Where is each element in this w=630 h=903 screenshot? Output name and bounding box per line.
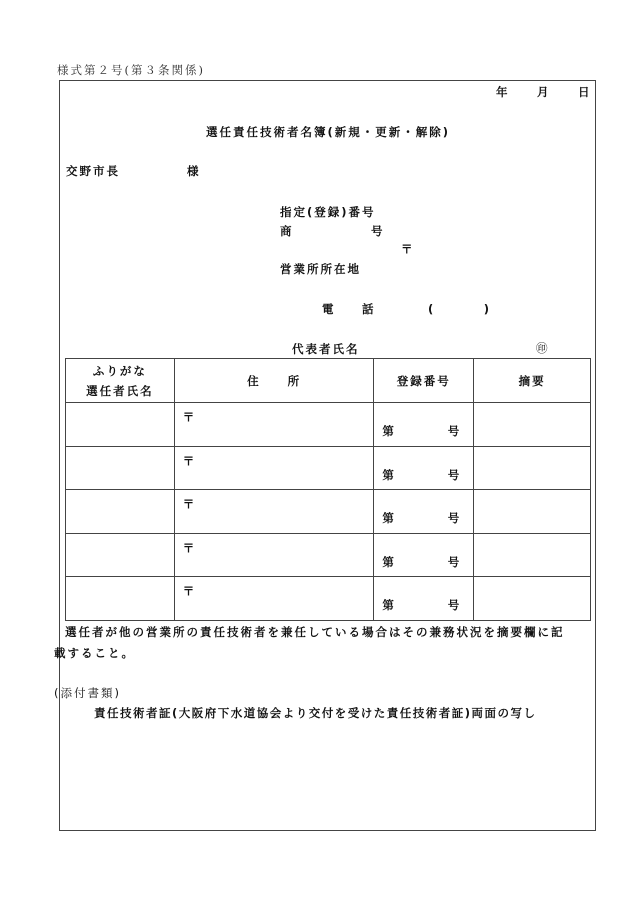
phone-label-2: 話 xyxy=(362,302,376,316)
date-day: 日 xyxy=(578,85,592,99)
remarks-cell[interactable] xyxy=(474,446,591,490)
reg-no-cell[interactable] xyxy=(374,577,474,621)
trade-name-label-1: 商 xyxy=(280,224,294,238)
postal-mark: 〒 xyxy=(182,497,197,511)
header-name xyxy=(66,359,175,403)
remarks-cell[interactable] xyxy=(474,403,591,447)
date-year: 年 xyxy=(496,85,510,99)
reg-no-cell[interactable] xyxy=(374,533,474,577)
reg-no-cell[interactable] xyxy=(374,446,474,490)
postal-mark: 〒 xyxy=(182,540,197,555)
reg-number-label: 指定(登録)番号 xyxy=(280,205,376,219)
reg-no-cell[interactable] xyxy=(374,403,474,447)
header-name-label: 選任者氏名 xyxy=(86,383,154,398)
reg-no-prefix: 第 xyxy=(382,598,396,612)
postal-mark: 〒 xyxy=(182,410,197,424)
table-row xyxy=(66,403,591,447)
date-month: 月 xyxy=(537,85,551,99)
address-cell[interactable] xyxy=(174,577,374,621)
note-line-1: 選任者が他の営業所の責任技術者を兼任している場合はその兼務状況を摘要欄に記 xyxy=(65,625,565,639)
remarks-cell[interactable] xyxy=(474,533,591,577)
header-furigana: ふりがな xyxy=(92,363,147,378)
name-cell[interactable] xyxy=(66,403,175,447)
reg-no-suffix: 号 xyxy=(447,424,462,438)
header-address: 住 所 xyxy=(174,359,374,403)
phone-paren: ( ) xyxy=(428,302,494,316)
table-row xyxy=(66,446,591,490)
header-reg-no: 登録番号 xyxy=(374,359,474,403)
addressee-name: 交野市長 xyxy=(66,164,120,178)
postal-mark: 〒 xyxy=(182,584,197,598)
remarks-cell[interactable] xyxy=(474,490,591,534)
seal-mark: ㊞ xyxy=(536,341,550,355)
table-row xyxy=(66,577,591,621)
postal-mark: 〒 xyxy=(401,242,415,256)
header-remarks: 摘要 xyxy=(474,359,591,403)
addressee-honorific: 様 xyxy=(187,164,201,178)
attachment-item: 責任技術者証(大阪府下水道協会より交付を受けた責任技術者証)両面の写し xyxy=(94,706,537,720)
table-header-row xyxy=(66,359,591,403)
reg-no-suffix: 号 xyxy=(447,511,462,525)
reg-no-cell[interactable] xyxy=(374,490,474,534)
reg-no-suffix: 号 xyxy=(447,598,462,612)
phone-label-1: 電 xyxy=(322,302,336,316)
trade-name-label-2: 号 xyxy=(371,224,385,238)
reg-no-prefix: 第 xyxy=(382,467,396,482)
address-cell[interactable] xyxy=(174,490,374,534)
name-cell[interactable] xyxy=(66,533,175,577)
attachments-label: (添付書類) xyxy=(54,686,121,700)
remarks-cell[interactable] xyxy=(474,577,591,621)
reg-no-prefix: 第 xyxy=(382,424,396,438)
technician-table xyxy=(65,358,591,621)
name-cell[interactable] xyxy=(66,490,175,534)
reg-no-suffix: 号 xyxy=(447,554,462,569)
note-line-2: 載すること。 xyxy=(54,646,135,660)
address-cell[interactable] xyxy=(174,403,374,447)
postal-mark: 〒 xyxy=(182,453,197,468)
table-row xyxy=(66,490,591,534)
representative-label: 代表者氏名 xyxy=(292,342,360,356)
form-number: 様式第２号(第３条関係) xyxy=(57,63,205,77)
name-cell[interactable] xyxy=(66,446,175,490)
reg-no-prefix: 第 xyxy=(382,554,396,569)
address-cell[interactable] xyxy=(174,533,374,577)
address-cell[interactable] xyxy=(174,446,374,490)
office-location-label: 営業所所在地 xyxy=(280,262,361,276)
table-row xyxy=(66,533,591,577)
reg-no-suffix: 号 xyxy=(447,467,462,482)
document-title: 選任責任技術者名簿(新規・更新・解除) xyxy=(206,125,451,139)
name-cell[interactable] xyxy=(66,577,175,621)
reg-no-prefix: 第 xyxy=(382,511,396,525)
